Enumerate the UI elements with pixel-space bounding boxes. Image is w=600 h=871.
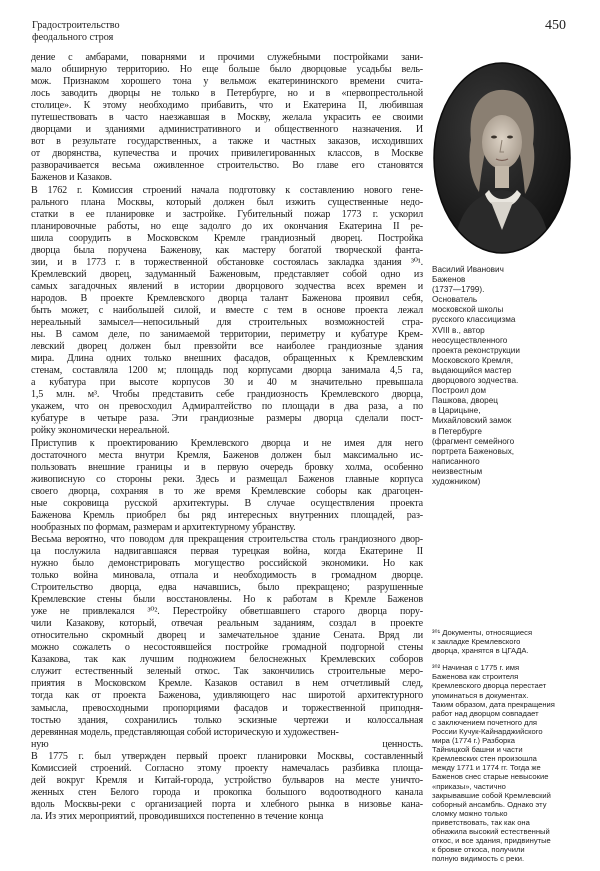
text-line: Весьма вероятно, что поводом для прекращения строительства столь грандиозного двор- [31,533,423,545]
footnote [432,628,577,655]
caption-line: московской школы [432,305,504,315]
portrait-caption [432,265,572,487]
footnote [432,663,577,863]
caption-line: Московского Кремля, [432,355,513,365]
caption-line: в Петербурге [432,426,482,436]
footnote-line: «приказы», частично [432,781,506,791]
caption-line: русского классицизма [432,315,516,325]
text-line: лось заводить дворцы не только в Петербурге, но и в «первопрестольной [31,88,423,100]
caption-line: дворцового зодчества. [432,376,519,386]
caption-line: Василий Иванович [432,265,504,274]
text-line: кубатуре в четыре раза. Эти грандиозные размеры дворца сделали пост- [31,413,423,425]
text-line: дворцами и зданиями административного и общественного назначения. И [31,124,423,136]
footnote-line: с заключением почетного для [432,717,538,727]
caption-line: проекта реконструкции [432,345,520,355]
text-line: служит естественный зеленый откос. Так закончились строительные меро- [31,666,423,678]
footnote-line: откос, и все здания, придвинутые [432,836,551,846]
text-line: Строительство дворца, едва начавшись, было прекращено; разрушенные [31,582,423,594]
footnote-line: работ над дворцом совпадает [432,708,539,718]
text-line: народов. В проекте Кремлевского дворца талант Баженова проявил себя, [31,292,423,304]
caption-line: (фрагмент семейного [432,436,515,446]
caption-line: художником) [432,476,481,486]
footnote-line: закрывавшие собой Кремлевский [432,790,551,800]
page-number: 450 [545,18,566,33]
text-line: живописную со стороны реки. Здесь и размещал Баженов главные корпуса [31,473,423,485]
footnote-line: к бровке откоса, получили [432,845,525,855]
text-line: своего дворца, сохраняя в то же время Кремлевские соборы как драгоцен- [31,485,423,497]
text-line: В 1762 г. Комиссия строений начала подготовку к составлению нового гене- [31,184,423,196]
caption-line: неизвестным [432,466,483,476]
footnote-line: сломку можно только [432,808,508,818]
text-line: уже не привлекался ³⁰². Перестройку обветшавшего старого дворца пору- [31,606,423,618]
text-line: пользовать внешние границы и в первую очередь бровку холма, особенно [31,461,423,473]
footnotes [432,628,577,871]
text-line: рального плана Москвы, который должен был изжить существенные недо- [31,196,423,208]
text-line: вдоль Москвы-реки с организацией порта и хлебного рынка в низовье кана- [31,798,423,810]
footnote-line: мира (1774 г.) Разборка [432,736,515,746]
text-line: Баженова Кремль приобрел бы ряд интересных внутренних площадей, раз- [31,509,423,521]
text-line: деревянная модель, представляющая собой историческую и художествен- [31,726,339,738]
text-line: только война миновала, отпала и необходимость в громадном дворце. [31,570,423,582]
text-line: ца послужила надвигавшаяся первая турецкая война, когда Екатерине II [31,545,423,557]
text-line: Кремлевский дворец, задуманный Баженовым, представляет собой одно из [31,268,423,280]
text-line: мало обширную территорию. Но еще больше было дворцовые усадьбы вель- [31,64,423,76]
text-line: относительно скромный дворец и замечательное здание Сената. Вряд ли [31,630,423,642]
text-line: тогда как от проекта Баженова, удивляющего нас широтой архитектурного [31,690,423,702]
caption-line: Основатель [432,295,478,305]
text-line: быть может, с наибольшей силой, и вместе с тем в основе проекта лежал [31,304,423,316]
text-line: укажем, что он превосходил Адмиралтейство по площади в два раза, а по [31,401,423,413]
text-line: разворачивается весьма оживленное строительство. Во главе его становятся [31,160,423,172]
text-line: 1,5 млн. м³. Чтобы представить себе грандиозность Кремлевского дворца, [31,389,423,401]
text-line: нообразных по формам, размерам и архитектурному убранству. [31,521,296,533]
text-line: столице». К этому необходимо прибавить, что и Екатерина II, любившая [31,100,423,112]
text-line: от дворянства, купечества и прочих привилегированных классов, в Москве [31,148,423,160]
footnote-line: ³⁰² Начиная с 1775 г. имя [432,663,520,673]
portrait-image [433,62,571,254]
text-line: стенам, составляла 1200 м; площадь под корпусами дворца занимала 4,5 га, [31,365,423,377]
text-line: зии, и в 1773 г. в торжественной обстановке состоялась закладка здания ³⁰¹. [31,256,423,268]
footnote-line: упоминаться в документах. [432,690,529,700]
caption-line: XVIII в., автор [432,325,485,335]
footnote-line: между 1771 и 1774 гг. Тогда же [432,763,541,773]
footnote-line: полную видимость с реки. [432,854,525,864]
text-line: шила соорудить в Московском Кремле грандиозный дворец. Постройка [31,232,423,244]
text-line: мож. Признаком хорошего тона у вельмож екатерининского времени счита- [31,76,423,88]
footnote-line: Баженова как строителя [432,672,519,682]
footnote-line: Кремлевского дворца перестает [432,681,547,691]
caption-line: неосуществленного [432,335,508,345]
footnote-line: соборный ансамбль. Однако эту [432,799,547,809]
text-line: дение с амбарами, поварнями и прочими служебными постройками зани- [31,52,423,63]
text-line: мира. Длина одних только внешних фасадов, обращенных к Кремлевским [31,353,423,365]
caption-line: (1737—1799). [432,285,485,295]
main-text-column [31,52,423,823]
text-line: чили Казакову, который, отвечая реальным заданиям, создал в проекте [31,618,423,630]
text-line: планировочные работы, но еще задолго до их окончания Екатерина II ре- [31,220,423,232]
footnote-line: дворца, хранятся в ЦГАДА. [432,646,529,656]
caption-line: портрета Баженовых, [432,446,515,456]
running-title-line: феодального строя [32,32,114,43]
text-line: статки в ее планировке и застройке. Губительный пожар 1773 г. ускорил [31,208,423,220]
text-line: замысла, превосходными пропорциями фасадов и торжественной приподня- [31,702,423,714]
text-line: ройку экономически нереальной. [31,425,170,437]
footnote-line: к закладке Кремлевского [432,637,521,647]
caption-line: Построил дом [432,386,486,396]
footnote-line: Кремлевских стен произошла [432,754,537,764]
running-title [32,20,120,44]
caption-line: написанного [432,456,480,466]
text-line: Казакова, так как лучшим подножием белоснежных Кремлевских соборов [31,654,423,666]
text-line: самых загадочных явлений в истории дворцового зодчества всех времен и [31,280,423,292]
text-line: дей вокруг Кремля и Китай-города, устройство бульваров на месте уничто- [31,774,423,786]
footnote-line: России Кучук-Кайнарджийского [432,726,543,736]
footnote-line: приветствовать, так как она [432,817,530,827]
text-line: В 1775 г. был утвержден первый проект планировки Москвы, составленный [31,750,423,762]
text-line: вот в результате государственных, а также и частных заказов, исходивших [31,136,423,148]
footnote-line: обнажила высокий естественный [432,826,550,836]
footnote-line: Таким образом, дата прекращения [432,699,555,709]
text-line: приятия в Московском Кремле. Казаков оставил в нем отчетливый след, [31,678,423,690]
footnote-line: Баженов снес старые невысокие [432,772,549,782]
text-line: нереальный замысел—непосильный для строительных возможностей стра- [31,317,423,329]
caption-line: Пашкова, дворец [432,396,498,406]
footnote-line: Тайницкой башни и части [432,745,523,755]
text-line: достаточного места внутри Кремля, Баженов должен был максимально ис- [31,449,423,461]
text-line: путешествовать в часто наезжавшая в Москву, желала украсить ее своими [31,112,423,124]
text-line: ные сокровища русской архитектуры. В случае осуществления проекта [31,497,423,509]
text-line: женных стен Белого города и прокопка большого водоотводного канала [31,786,423,798]
text-line: Комиссией строений. Согласно этому проекту намечалась разбивка площа- [31,762,423,774]
text-line: левский дворец должен был превзойти все наиболее грандиозные здания [31,341,423,353]
text-line: ную ценность. [31,738,423,750]
caption-line: выдающийся мастер [432,365,512,375]
text-line: Кремлевские стены были восстановлены. Но к работам в Кремле Баженов [31,594,423,606]
caption-line: Баженов [432,275,466,285]
text-line: ны. В самом деле, по занимаемой территории, периметру и кубатуре Крем- [31,329,423,341]
text-line: дворца была поручена Баженову, как мастеру богатой творческой фанта- [31,244,423,256]
text-line: ла. Из этих мероприятий, проводившихся постепенно в течение конца [31,810,324,822]
text-line: можно сожалеть о несостоявшейся постройке громадной подгорной стены [31,642,423,654]
text-line: Приступив к проектированию Кремлевского дворца и не имея для него [31,437,423,449]
caption-line: Михайловский замок [432,416,512,426]
text-line: нужно было демонстрировать могущество российской экономики. Но как [31,557,423,569]
text-line: Баженов и Казаков. [31,172,112,184]
footnote-line: ³⁰¹ Документы, относящиеся [432,628,533,637]
caption-line: в Царицыне, [432,406,481,416]
text-line: тостью здания, сохранились только эскизные чертежи и колоссальная [31,714,423,726]
text-line: а кубатура при высоте корпусов 30 и 40 м значительно превышала [31,377,423,389]
running-title-line: Градостроительство [32,20,120,31]
